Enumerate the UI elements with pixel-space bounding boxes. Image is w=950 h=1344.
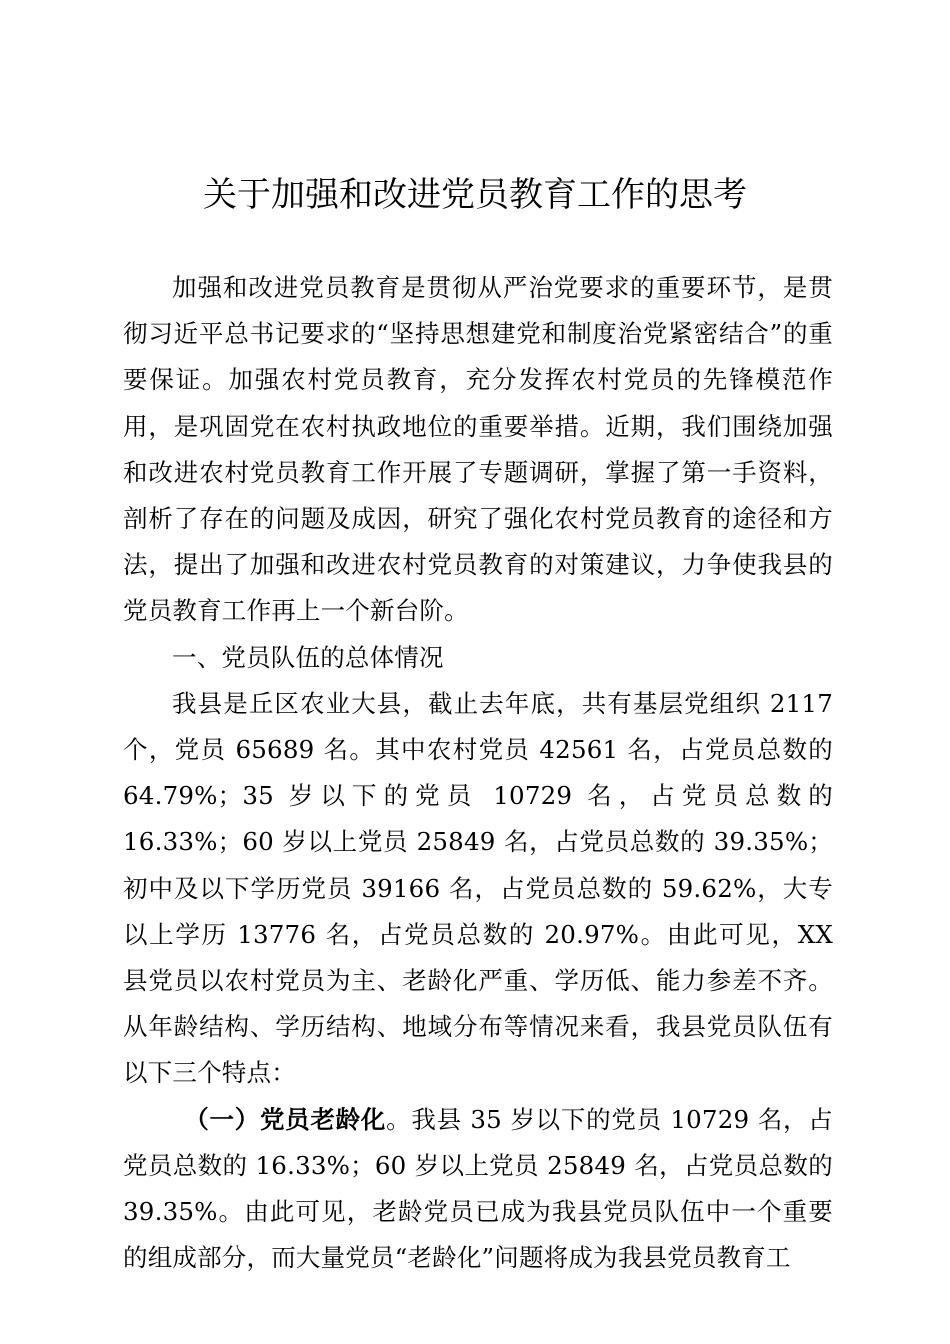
subsection-1-text: 。我县 35 岁以下的党员 10729 名，占党员总数的 16.33%；60 岁以上党员 25849 名，占党员总数的 39.35%。由此可见，老龄党员已成为我县党员队伍中一个重要的组成部分，而大量党员“老龄化”问题将成为我县党员教育工 — [123, 1104, 833, 1273]
document-title: 关于加强和改进党员教育工作的思考 — [203, 175, 747, 215]
subsection-1-label: （一）党员老龄化 — [184, 1104, 387, 1134]
subsection-1-paragraph — [123, 1097, 833, 1282]
document-body — [123, 265, 833, 1281]
section-1-paragraph: 我县是丘区农业大县，截止去年底，共有基层党组织 2117 个，党员 65689 名。其中农村党员 42561 名，占党员总数的 64.79%；35 岁以下的党员 10729 名，占党员总数的 16.33%；60 岁以上党员 25849 名，占党员总数的 39.35%；初中及以下学历党员 39166 名，占党员总数的 59.62%，大专以上学历 13776 名，占党员总数的 20.97%。由此可见，XX 县党员以农村党员为主、老龄化严重、学历低、能力参差不齐。从年龄结构、学历结构、地域分布等情况来看，我县党员队伍有以下三个特点： — [123, 688, 833, 1088]
intro-paragraph: 加强和改进党员教育是贯彻从严治党要求的重要环节，是贯彻习近平总书记要求的“坚持思想建党和制度治党紧密结合”的重要保证。加强农村党员教育，充分发挥农村党员的先锋模范作用，是巩固党在农村执政地位的重要举措。近期，我们围绕加强和改进农村党员教育工作开展了专题调研，掌握了第一手资料，剖析了存在的问题及成因，研究了强化农村党员教育的途径和方法，提出了加强和改进农村党员教育的对策建议，力争使我县的党员教育工作再上一个新台阶。 — [123, 273, 833, 626]
section-heading-1: 一、党员队伍的总体情况 — [172, 642, 444, 672]
